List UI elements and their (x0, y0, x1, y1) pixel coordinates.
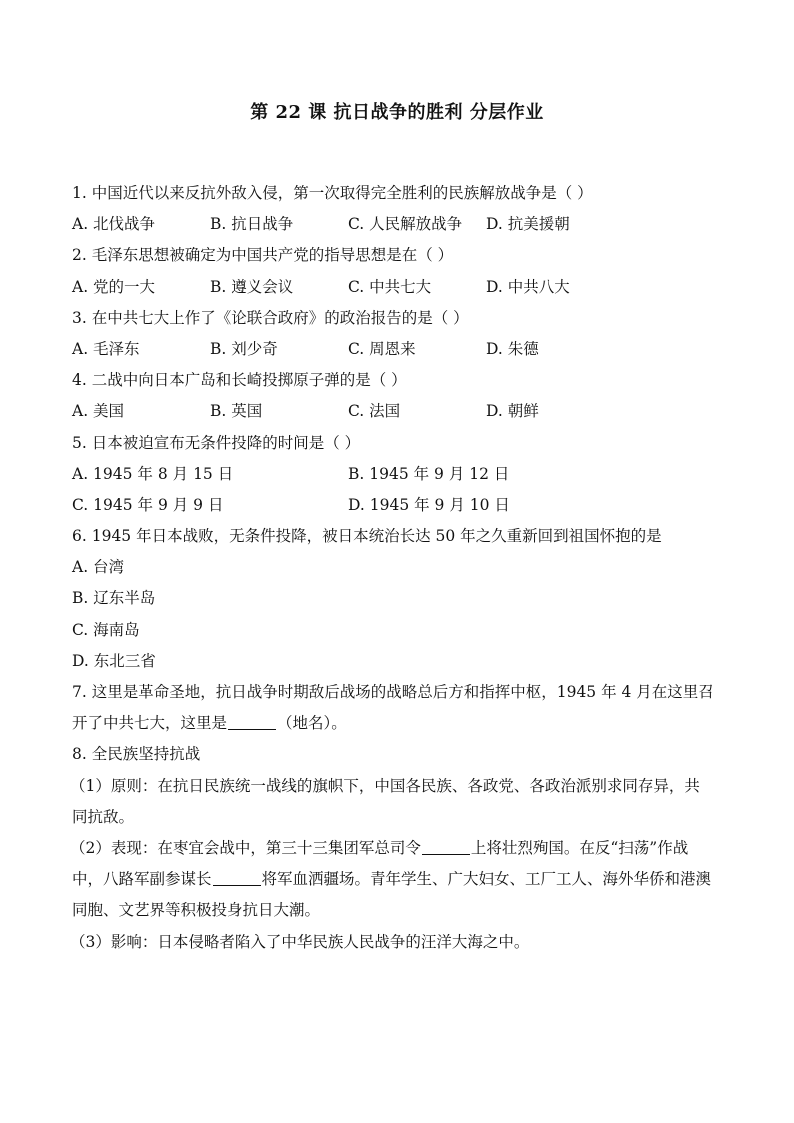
option-d: D. 东北三省 (72, 651, 156, 670)
fill-blank-general-2[interactable] (213, 869, 261, 886)
question-3-stem: 3. 在中共七大上作了《论联合政府》的政治报告的是（ ） (72, 308, 469, 327)
option-d: D. 朝鲜 (486, 402, 539, 421)
option-c: C. 周恩来 (348, 339, 416, 358)
option-c: C. 海南岛 (72, 620, 140, 639)
option-c: C. 法国 (348, 402, 401, 421)
q8-principle-line1: （1）原则：在抗日民族统一战线的旗帜下，中国各民族、各政党、各政治派别求同存异，共 (70, 776, 700, 795)
question-7-line1: 7. 这里是革命圣地，抗日战争时期敌后战场的战略总后方和指挥中枢，1945 年 4 月在这里召 (72, 683, 714, 701)
option-a: A. 美国 (72, 402, 125, 421)
option-d: D. 1945 年 9 月 10 日 (348, 495, 510, 514)
q8-performance-line2 (72, 864, 732, 895)
option-c: C. 中共七大 (348, 277, 432, 296)
question-1-options (72, 209, 732, 240)
option-d: D. 朱德 (486, 339, 539, 358)
q8-performance-text-before: （2）表现：在枣宜会战中，第三十三集团军总司令 (70, 838, 421, 857)
page-title: 第 22 课 抗日战争的胜利 分层作业 (250, 102, 544, 123)
option-a: A. 毛泽东 (72, 339, 140, 358)
option-b: B. 遵义会议 (210, 277, 294, 296)
question-2-options (72, 272, 732, 303)
question-1-stem: 1. 中国近代以来反抗外敌入侵，第一次取得完全胜利的民族解放战争是（ ） (72, 184, 593, 202)
question-2-stem: 2. 毛泽东思想被确定为中国共产党的指导思想是在（ ） (72, 246, 454, 265)
option-b: B. 英国 (210, 402, 263, 421)
option-a: A. 北伐战争 (72, 215, 156, 234)
q8-performance-text-after-2: 将军血洒疆场。青年学生、广大妇女、工厂工人、海外华侨和港澳 (261, 870, 712, 889)
q8-impact-line1: （3）影响：日本侵略者陷入了中华民族人民战争的汪洋大海之中。 (70, 932, 530, 951)
question-list (72, 178, 732, 958)
fill-blank-place[interactable] (228, 713, 276, 730)
question-3-options (72, 334, 732, 365)
question-5-stem: 5. 日本被迫宣布无条件投降的时间是（ ） (72, 433, 361, 452)
option-d: D. 抗美援朝 (486, 215, 570, 234)
option-a: A. 1945 年 8 月 15 日 (72, 464, 234, 483)
question-4-options (72, 396, 732, 427)
option-a: A. 台湾 (72, 558, 125, 577)
option-b: B. 辽东半岛 (72, 589, 156, 608)
option-c: C. 人民解放战争 (348, 215, 463, 234)
q8-performance-text-before-2: 中，八路军副参谋长 (72, 870, 212, 889)
fill-blank-general-1[interactable] (422, 838, 470, 855)
q8-performance-line3: 同胞、文艺界等积极投身抗日大潮。 (72, 901, 321, 920)
q8-principle-line2: 同抗敌。 (72, 807, 135, 826)
q8-performance-line1 (72, 833, 732, 864)
q8-performance-text-after: 上将壮烈殉国。在反“扫荡”作战 (470, 838, 689, 857)
question-7-text-before: 开了中共七大，这里是 (72, 714, 228, 733)
option-b: B. 刘少奇 (210, 339, 278, 358)
option-c: C. 1945 年 9 月 9 日 (72, 495, 224, 514)
option-b: B. 1945 年 9 月 12 日 (348, 464, 510, 483)
question-4-stem: 4. 二战中向日本广岛和长崎投掷原子弹的是（ ） (72, 371, 407, 390)
question-6-stem: 6. 1945 年日本战败，无条件投降，被日本统治长达 50 年之久重新回到祖国怀抱的是 (72, 527, 662, 546)
option-a: A. 党的一大 (72, 277, 156, 296)
option-b: B. 抗日战争 (210, 215, 294, 234)
question-8-stem: 8. 全民族坚持抗战 (72, 745, 201, 764)
question-5-options-row1 (72, 459, 732, 490)
question-7-line2 (72, 708, 732, 739)
question-7-text-after: （地名）。 (277, 714, 347, 733)
option-d: D. 中共八大 (486, 277, 570, 296)
question-5-options-row2 (72, 490, 732, 521)
